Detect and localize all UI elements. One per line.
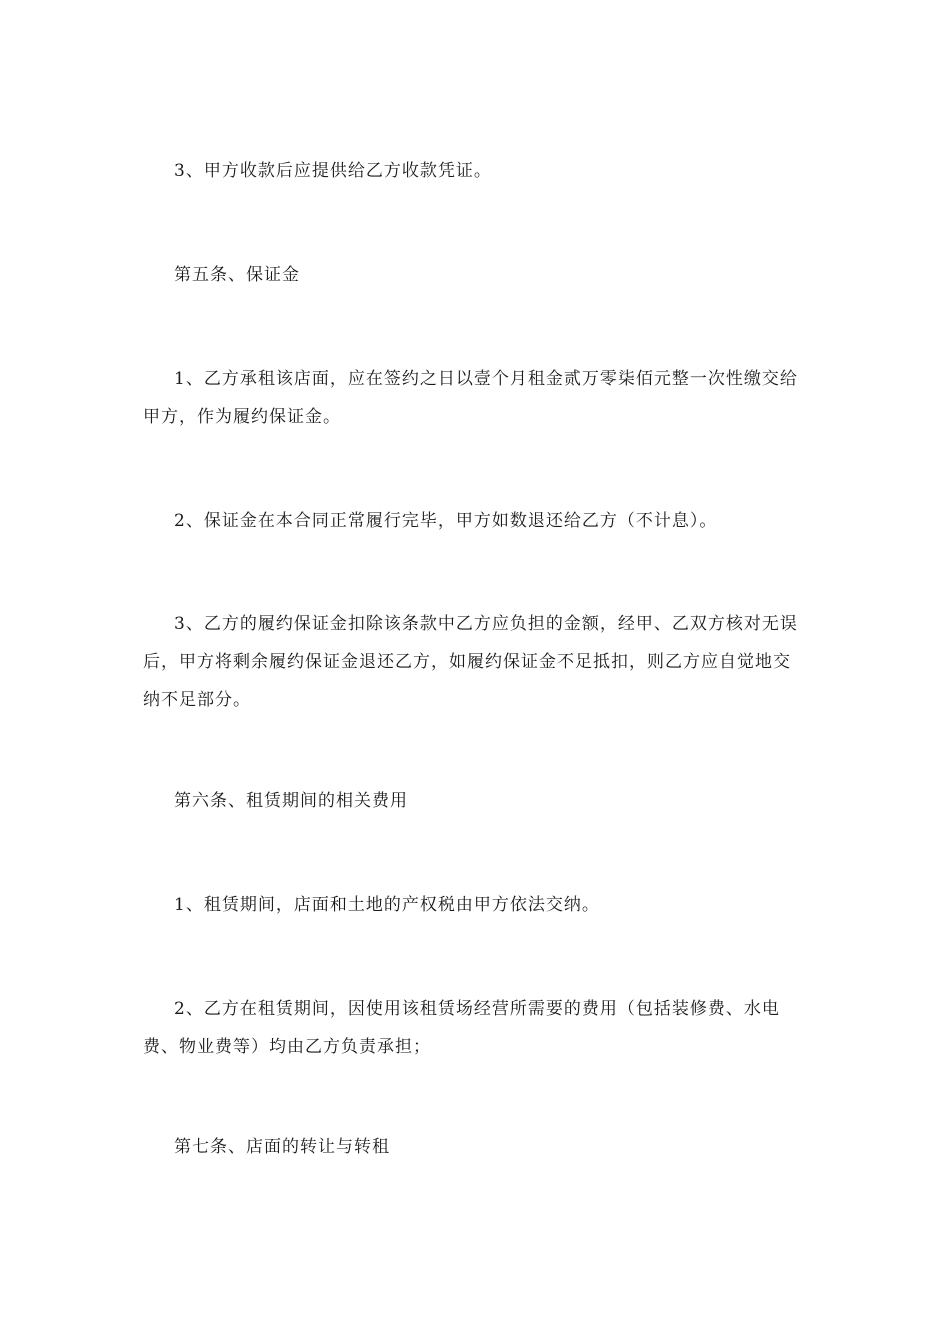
clause-4-item-3: 3、甲方收款后应提供给乙方收款凭证。 xyxy=(174,161,492,181)
clause-5-item-1: 1、乙方承租该店面，应在签约之日以壹个月租金贰万零柒佰元整一次性缴交给甲方，作为履约保证金。 xyxy=(143,369,798,427)
article-6-heading: 第六条、租赁期间的相关费用 xyxy=(174,791,408,811)
clause-5-item-3: 3、乙方的履约保证金扣除该条款中乙方应负担的金额，经甲、乙双方核对无误后，甲方将剩余履约保证金退还乙方，如履约保证金不足抵扣，则乙方应自觉地交纳不足部分。 xyxy=(143,614,798,710)
article-5-heading: 第五条、保证金 xyxy=(174,265,300,285)
clause-6-item-2: 2、乙方在租赁期间，因使用该租赁场经营所需要的费用（包括装修费、水电费、物业费等）均由乙方负责承担； xyxy=(143,999,780,1057)
clause-5-item-2: 2、保证金在本合同正常履行完毕，甲方如数退还给乙方（不计息）。 xyxy=(174,511,718,531)
clause-6-item-1: 1、租赁期间，店面和土地的产权税由甲方依法交纳。 xyxy=(174,895,600,915)
article-7-heading: 第七条、店面的转让与转租 xyxy=(174,1137,390,1157)
